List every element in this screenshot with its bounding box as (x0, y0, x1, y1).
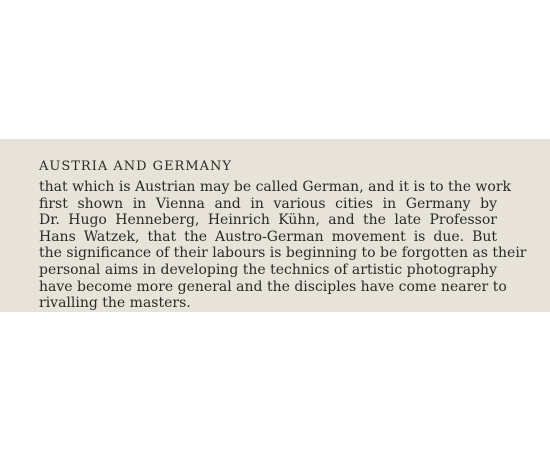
text-line: first shown in Vienna and in various cities in Germany by (39, 195, 497, 212)
text-line: Hans Watzek, that the Austro-German movement is due. But (39, 228, 497, 245)
text-line: Dr. Hugo Henneberg, Heinrich Kühn, and the late Professor (39, 212, 497, 229)
text-line: the significance of their labours is beginning to be forgotten as their (39, 245, 527, 262)
running-head: AUSTRIA AND GERMANY (39, 159, 233, 174)
text-line: rivalling the masters. (39, 295, 191, 312)
scanned-page (0, 139, 550, 312)
text-line: that which is Austrian may be called German, and it is to the work (39, 179, 512, 195)
text-line: personal aims in developing the technics of artistic photography (39, 261, 497, 278)
body-paragraph (39, 179, 527, 312)
text-line: have become more general and the disciples have come nearer to (39, 278, 507, 295)
